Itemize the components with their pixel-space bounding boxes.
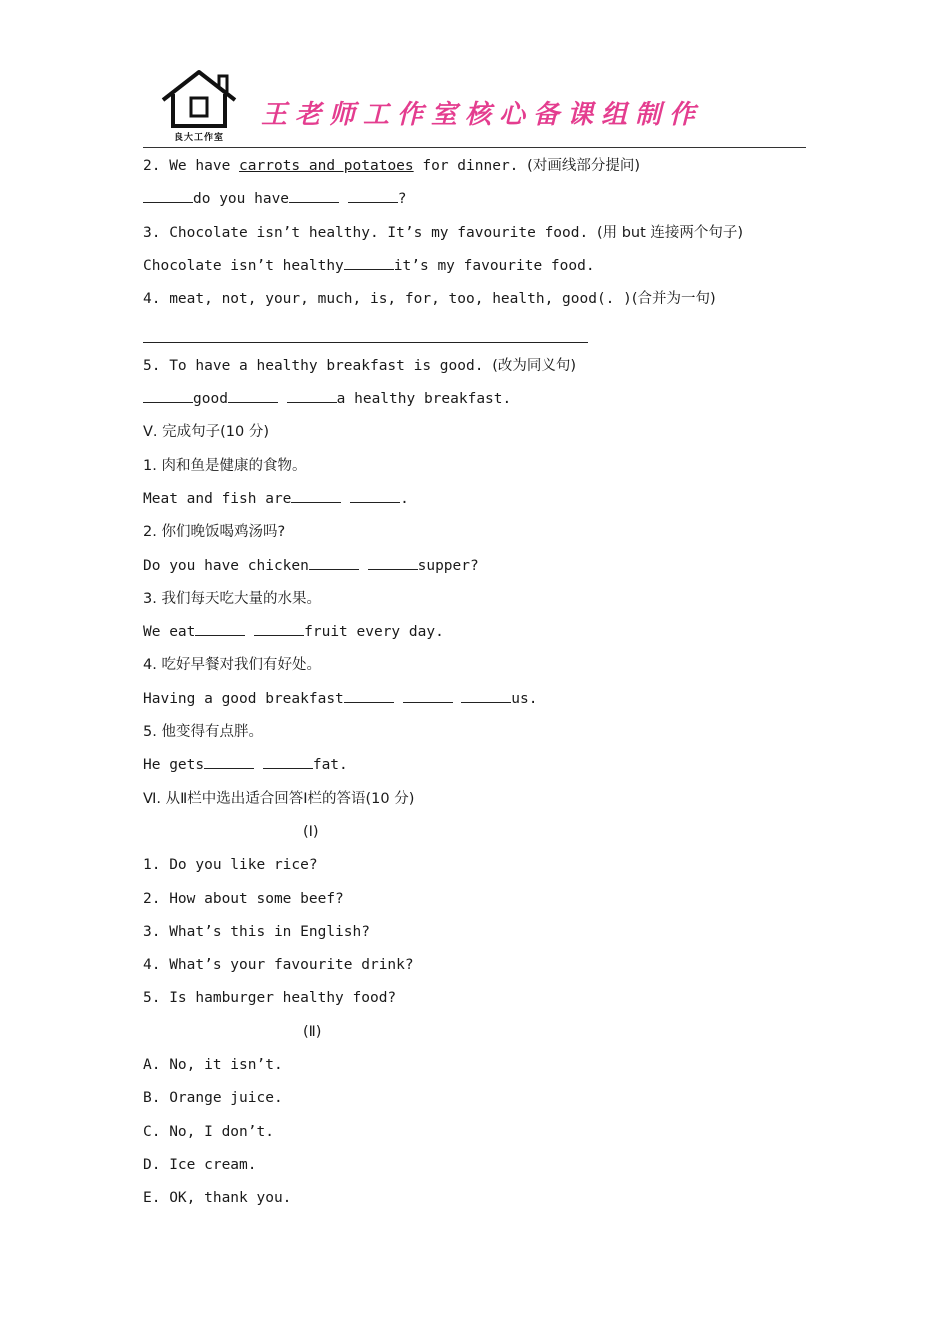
answer-blank[interactable] [228, 387, 278, 403]
answer-blank[interactable] [291, 487, 341, 503]
s5-4-en: Having a good breakfast us. [143, 683, 806, 716]
page-header [143, 62, 806, 148]
question-3: 3. Chocolate isn’t healthy. It’s my favourite food. (用 but 连接两个句子) [143, 224, 744, 241]
answer-4 [143, 316, 806, 349]
s5-4-cn: 4. 吃好早餐对我们有好处。 [143, 657, 321, 674]
brand-title: 王老师工作室核心备课组制作 [261, 100, 704, 130]
s5-2-cn: 2. 你们晚饭喝鸡汤吗? [143, 524, 286, 541]
answer-3: Chocolate isn’t healthy it’s my favourite food. [143, 250, 806, 283]
underlined-phrase: carrots and potatoes [239, 158, 414, 174]
list-item: 3. What’s this in English? [143, 923, 370, 940]
list-item: 5. Is hamburger healthy food? [143, 990, 397, 1007]
question-2: 2. We have carrots and potatoes for dinner. (对画线部分提问) [143, 158, 640, 174]
s5-2-en: Do you have chicken supper? [143, 550, 806, 583]
s5-1-cn: 1. 肉和鱼是健康的食物。 [143, 457, 307, 474]
s5-3-cn: 3. 我们每天吃大量的水果。 [143, 590, 321, 607]
column-2-heading: (Ⅱ) [303, 1023, 322, 1040]
s5-1-en: Meat and fish are . [143, 483, 806, 516]
answer-blank[interactable] [344, 687, 394, 703]
list-item: E. OK, thank you. [143, 1190, 292, 1207]
list-item: 1. Do you like rice? [143, 857, 318, 874]
s5-3-en: We eat fruit every day. [143, 616, 806, 649]
answer-blank[interactable] [309, 554, 359, 570]
list-item: 2. How about some beef? [143, 890, 344, 907]
answer-blank[interactable] [143, 387, 193, 403]
answer-blank[interactable] [350, 487, 400, 503]
s5-5-cn: 5. 他变得有点胖。 [143, 724, 263, 741]
answer-blank[interactable] [195, 620, 245, 636]
answer-blank[interactable] [289, 187, 339, 203]
section-5-title: Ⅴ. 完成句子(10 分) [143, 424, 270, 441]
header-divider [143, 147, 806, 148]
answer-blank[interactable] [461, 687, 511, 703]
question-4: 4. meat, not, your, much, is, for, too, health, good(. )(合并为一句) [143, 291, 716, 308]
list-item: A. No, it isn’t. [143, 1057, 283, 1074]
list-item: D. Ice cream. [143, 1156, 257, 1173]
answer-blank[interactable] [403, 687, 453, 703]
answer-line-rule[interactable] [143, 342, 588, 343]
house-icon [157, 66, 241, 130]
column-1-heading: (Ⅰ) [303, 823, 319, 840]
answer-blank[interactable] [254, 620, 304, 636]
answer-blank[interactable] [368, 554, 418, 570]
answer-blank[interactable] [204, 753, 254, 769]
answer-blank[interactable] [143, 187, 193, 203]
answer-blank[interactable] [348, 187, 398, 203]
section-6-title: Ⅵ. 从Ⅱ栏中选出适合回答Ⅰ栏的答语(10 分) [143, 790, 415, 807]
question-5: 5. To have a healthy breakfast is good. (改为同义句) [143, 357, 577, 374]
list-item: B. Orange juice. [143, 1090, 283, 1107]
logo-caption: 良大工作室 [173, 133, 224, 143]
answer-blank[interactable] [263, 753, 313, 769]
house-logo [157, 66, 241, 144]
list-item: C. No, I don’t. [143, 1123, 274, 1140]
answer-2: do you have ? [143, 183, 806, 216]
answer-blank[interactable] [287, 387, 337, 403]
answer-blank[interactable] [344, 254, 394, 270]
s5-5-en: He gets fat. [143, 749, 806, 782]
list-item: 4. What’s your favourite drink? [143, 957, 414, 974]
answer-5: good a healthy breakfast. [143, 383, 806, 416]
worksheet-content [143, 150, 806, 1216]
